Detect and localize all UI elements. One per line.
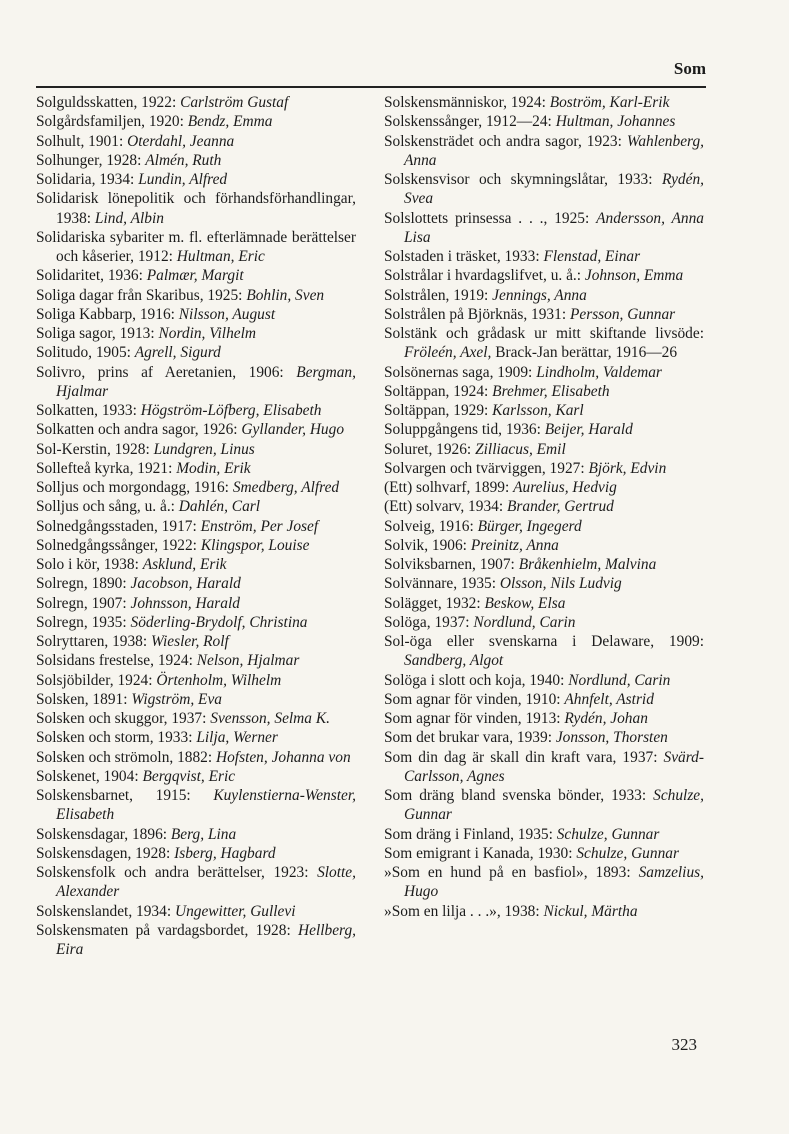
entry-author: Asklund, Erik (142, 556, 227, 573)
index-entry (36, 132, 356, 151)
entry-author: Oterdahl, Jeanna (127, 132, 235, 150)
index-entry (384, 690, 704, 709)
entry-title: Solvik, 1906: (384, 536, 467, 554)
index-entry (384, 132, 704, 171)
entry-author: Agrell, Sigurd (134, 344, 221, 362)
index-entry (384, 517, 704, 536)
entry-title: Soliga sagor, 1913: (36, 325, 155, 342)
index-entry (36, 478, 356, 497)
index-entry (36, 93, 356, 112)
entry-title: Solviksbarnen, 1907: (384, 556, 515, 573)
entry-title: Solkatten och andra sagor, 1926: (36, 421, 238, 439)
entry-author: Hofsten, Johanna von (216, 748, 351, 766)
index-entry (384, 420, 704, 439)
entry-title: Soltäppan, 1924: (384, 382, 489, 400)
index-entry (384, 863, 704, 902)
index-entry (36, 767, 356, 786)
index-entry (36, 786, 356, 825)
entry-author: Brander, Gertrud (506, 498, 614, 516)
index-entry (384, 671, 704, 690)
entry-title: Som emigrant i Kanada, 1930: (384, 844, 573, 862)
entry-title: Solstaden i träsket, 1933: (384, 248, 540, 265)
entry-title: Solskensmänniskor, 1924: (384, 94, 546, 111)
entry-author: Nelson, Hjalmar (196, 652, 300, 670)
entry-author: Örtenholm, Wilhelm (156, 671, 282, 689)
entry-author: Lind, Albin (94, 209, 164, 227)
index-entry (384, 748, 704, 787)
entry-author: Slotte, Alexander (56, 864, 356, 901)
index-entry (384, 93, 704, 112)
entry-author: Schulze, Gunnar (576, 844, 679, 862)
entry-title: Solsken och skuggor, 1937: (36, 710, 207, 727)
index-entry (384, 247, 704, 266)
entry-title: Solidarisk lönepolitik och förhandsförhandlingar, 1938: (36, 190, 356, 227)
index-entry (36, 363, 356, 402)
index-entry (384, 324, 704, 363)
entry-title: Solsken och strömoln, 1882: (36, 748, 213, 766)
entry-title: Solslottets prinsessa . . ., 1925: (384, 209, 590, 227)
entry-title: Solhunger, 1928: (36, 151, 142, 169)
entry-author: Rydén, Johan (564, 710, 648, 727)
index-entry (36, 902, 356, 921)
entry-author: Zilliacus, Emil (475, 440, 566, 458)
entry-author: Högström-Löfberg, Elisabeth (140, 402, 322, 419)
entry-title: Solskensdagar, 1896: (36, 825, 168, 843)
index-entry (384, 112, 704, 131)
index-entry (36, 613, 356, 632)
index-entry (384, 613, 704, 632)
entry-title: Solhult, 1901: (36, 132, 124, 150)
index-entry (384, 459, 704, 478)
entry-author: Boström, Karl-Erik (549, 94, 670, 111)
entry-title: Sol-Kerstin, 1928: (36, 440, 150, 458)
entry-title: Solvännare, 1935: (384, 575, 496, 593)
entry-author: Jonsson, Thorsten (555, 729, 668, 747)
index-entry (36, 863, 356, 902)
index-entry (36, 825, 356, 844)
entry-title: Soliga Kabbarp, 1916: (36, 305, 175, 323)
entry-author: Lindholm, Valdemar (536, 363, 662, 381)
entry-author: Klingspor, Louise (200, 536, 310, 554)
index-entry (36, 440, 356, 459)
entry-title: »Som en lilja . . .», 1938: (384, 902, 540, 920)
index-entry (36, 266, 356, 285)
entry-author: Lundin, Alfred (138, 171, 228, 188)
index-entry (384, 594, 704, 613)
entry-author: Olsson, Nils Ludvig (499, 575, 622, 593)
entry-author: Isberg, Hagbard (174, 844, 276, 862)
entry-author: Svärd-Carlsson, Agnes (404, 748, 704, 785)
index-entry (36, 112, 356, 131)
entry-title: »Som en hund på en basfiol», 1893: (384, 864, 631, 881)
entry-author: Enström, Per Josef (200, 517, 319, 535)
entry-author: Wahlenberg, Anna (404, 132, 704, 169)
entry-author: Nordin, Vilhelm (158, 325, 256, 342)
entry-title: Solguldsskatten, 1922: (36, 94, 177, 111)
entry-author: Lundgren, Linus (153, 440, 255, 458)
entry-title: Solstrålen på Björknäs, 1931: (384, 305, 567, 323)
entry-title: Solskensfolk och andra berättelser, 1923: (36, 864, 309, 881)
entry-author: Nordlund, Carin (473, 613, 576, 631)
index-entry (36, 651, 356, 670)
entry-title: Som det brukar vara, 1939: (384, 729, 552, 747)
entry-title: Solstrålen, 1919: (384, 286, 489, 304)
page-number: 323 (671, 1035, 697, 1054)
entry-title: Som din dag är skall din kraft vara, 1937: (384, 748, 658, 766)
entry-title: Solidaria, 1934: (36, 171, 135, 188)
index-entry (36, 305, 356, 324)
index-entry (384, 286, 704, 305)
index-entry (384, 497, 704, 516)
entry-author: Bendz, Emma (187, 113, 273, 131)
entry-title: Som agnar för vinden, 1913: (384, 710, 561, 727)
entry-author: Söderling-Brydolf, Christina (130, 613, 308, 631)
entry-title: Solitudo, 1905: (36, 344, 131, 362)
left-column (36, 93, 356, 959)
index-entry (384, 825, 704, 844)
index-entry (384, 440, 704, 459)
index-entry (36, 844, 356, 863)
entry-title: Sol-öga eller svenskarna i Delaware, 1909: (384, 633, 704, 650)
entry-author: Bergqvist, Eric (142, 767, 236, 785)
entry-title: Solsken, 1891: (36, 690, 128, 708)
index-entry (36, 343, 356, 362)
entry-title: Solivro, prins af Aeretanien, 1906: (36, 363, 284, 381)
entry-author: Bergman, Hjalmar (56, 363, 356, 400)
entry-suffix: Brack-Jan berättar, 1916—26 (495, 344, 678, 362)
index-entry (384, 574, 704, 593)
entry-author: Preinitz, Anna (470, 536, 559, 554)
entry-author: Schulze, Gunnar (404, 787, 704, 824)
entry-title: Solstänk och grådask ur mitt skiftande livsöde: (384, 325, 704, 342)
entry-title: Solsjöbilder, 1924: (36, 671, 153, 689)
index-entry (36, 517, 356, 536)
index-entry (36, 536, 356, 555)
index-entry (384, 305, 704, 324)
index-entry (36, 728, 356, 747)
entry-author: Nickul, Märtha (543, 902, 638, 920)
entry-author: Jacobson, Harald (130, 575, 241, 593)
entry-title: Solljus och morgondagg, 1916: (36, 479, 229, 496)
entry-title: Solskenssånger, 1912—24: (384, 113, 552, 131)
entry-author: Karlsson, Karl (492, 402, 584, 419)
entry-author: Aurelius, Hedvig (513, 479, 617, 496)
entry-title: Solöga, 1937: (384, 613, 470, 631)
index-entry (384, 632, 704, 671)
entry-author: Bohlin, Sven (246, 286, 325, 304)
entry-author: Smedberg, Alfred (232, 479, 340, 496)
entry-title: Solljus och sång, u. å.: (36, 498, 175, 516)
entry-author: Carlström Gustaf (180, 94, 289, 111)
entry-author: Brehmer, Elisabeth (492, 382, 610, 400)
header-rule (36, 86, 706, 88)
index-entry (384, 786, 704, 825)
entry-title: Solskenet, 1904: (36, 767, 139, 785)
index-entry (384, 401, 704, 420)
index-entry (384, 728, 704, 747)
entry-title: Solägget, 1932: (384, 594, 481, 612)
entry-author: Johnsson, Harald (130, 594, 240, 612)
index-entry (36, 632, 356, 651)
entry-title: Solveig, 1916: (384, 517, 474, 535)
entry-author: Johnson, Emma (584, 267, 684, 285)
entry-title: Solskenslandet, 1934: (36, 902, 172, 920)
running-header: Som (673, 59, 706, 78)
entry-author: Nordlund, Carin (568, 671, 671, 689)
entry-title: Solryttaren, 1938: (36, 633, 148, 650)
index-entry (384, 709, 704, 728)
index-entry (36, 594, 356, 613)
entry-title: Solskensträdet och andra sagor, 1923: (384, 132, 622, 150)
entry-title: Solskensdagen, 1928: (36, 844, 171, 862)
entry-author: Ungewitter, Gullevi (174, 902, 296, 920)
entry-author: Hultman, Johannes (555, 113, 676, 131)
entry-author: Modin, Erik (176, 459, 251, 477)
index-entry (36, 555, 356, 574)
right-column (384, 93, 704, 921)
entry-title: Solgårdsfamiljen, 1920: (36, 113, 184, 131)
entry-author: Dahlén, Carl (178, 498, 261, 516)
index-entry (36, 690, 356, 709)
entry-author: Wigström, Eva (131, 690, 222, 708)
entry-author: Wiesler, Rolf (151, 633, 229, 650)
entry-title: Som agnar för vinden, 1910: (384, 690, 561, 708)
entry-title: Solstrålar i hvardagslifvet, u. å.: (384, 267, 582, 285)
entry-title: Solsken och storm, 1933: (36, 729, 193, 747)
index-entry (36, 671, 356, 690)
entry-title: Solskensbarnet, 1915: (36, 787, 191, 804)
entry-author: Lilja, Werner (196, 729, 278, 747)
entry-title: Sollefteå kyrka, 1921: (36, 459, 173, 477)
entry-title: Solo i kör, 1938: (36, 556, 139, 573)
entry-author: Beskow, Elsa (484, 594, 566, 612)
entry-title: Solöga i slott och koja, 1940: (384, 671, 565, 689)
entry-author: Palmær, Margit (146, 267, 244, 285)
index-entry (384, 170, 704, 209)
entry-title: Som dräng bland svenska bönder, 1933: (384, 787, 647, 804)
index-entry (384, 363, 704, 382)
index-entry (36, 709, 356, 728)
index-entry (36, 921, 356, 960)
index-entry (384, 555, 704, 574)
entry-author: Hellberg, Eira (56, 921, 356, 958)
entry-author: Schulze, Gunnar (556, 825, 660, 843)
entry-title: Solsönernas saga, 1909: (384, 363, 533, 381)
entry-author: Gyllander, Hugo (241, 421, 345, 439)
index-entry (384, 536, 704, 555)
index-entry (384, 266, 704, 285)
entry-author: Flenstad, Einar (543, 248, 641, 265)
index-entry (384, 902, 704, 921)
index-entry (384, 478, 704, 497)
entry-title: Solidaritet, 1936: (36, 267, 143, 285)
entry-author: Nilsson, August (178, 305, 276, 323)
entry-author: Almén, Ruth (145, 151, 222, 169)
index-entry (36, 189, 356, 228)
entry-author: Berg, Lina (170, 825, 237, 843)
entry-title: Solidariska sybariter m. fl. efterlämnade berättelser och kåserier, 1912: (36, 228, 356, 265)
entry-author: Beijer, Harald (544, 421, 633, 439)
index-entry (36, 228, 356, 267)
entry-author: Rydén, Svea (404, 171, 704, 208)
entry-author: Persson, Gunnar (569, 305, 676, 323)
entry-author: Bråkenhielm, Malvina (518, 556, 657, 573)
entry-title: Solregn, 1890: (36, 575, 127, 593)
entry-title: Soluret, 1926: (384, 440, 472, 458)
index-entry (36, 420, 356, 439)
entry-title: Solnedgångsstaden, 1917: (36, 517, 197, 535)
entry-title: Soluppgångens tid, 1936: (384, 421, 541, 439)
entry-author: Ahnfelt, Astrid (564, 690, 654, 708)
entry-title: Solskensmaten på vardagsbordet, 1928: (36, 921, 291, 939)
index-entry (36, 574, 356, 593)
index-entry (36, 151, 356, 170)
entry-title: Solregn, 1907: (36, 594, 127, 612)
index-entry (36, 401, 356, 420)
index-entry (36, 286, 356, 305)
entry-author: Björk, Edvin (588, 459, 667, 477)
entry-author: Hultman, Eric (176, 248, 265, 265)
index-entry (384, 382, 704, 401)
entry-title: Solsidans frestelse, 1924: (36, 652, 193, 670)
index-entry (36, 748, 356, 767)
entry-author: Samzelius, Hugo (404, 864, 704, 901)
entry-title: Som dräng i Finland, 1935: (384, 825, 553, 843)
entry-author: Fröleén, Axel, (404, 344, 492, 362)
entry-author: Jennings, Anna (492, 286, 587, 304)
entry-author: Andersson, Anna Lisa (404, 209, 704, 246)
index-entry (36, 497, 356, 516)
index-entry (384, 844, 704, 863)
entry-title: Solskensvisor och skymningslåtar, 1933: (384, 171, 653, 188)
entry-author: Bürger, Ingegerd (477, 517, 582, 535)
index-entry (36, 170, 356, 189)
index-entry (384, 209, 704, 248)
entry-title: Solregn, 1935: (36, 613, 127, 631)
entry-author: Sandberg, Algot (404, 652, 504, 670)
index-entry (36, 459, 356, 478)
entry-title: Soliga dagar från Skaribus, 1925: (36, 286, 243, 304)
entry-title: (Ett) solvarv, 1934: (384, 498, 504, 516)
entry-author: Kuylenstierna-Wenster, Elisabeth (56, 787, 356, 824)
index-entry (36, 324, 356, 343)
entry-title: (Ett) solhvarf, 1899: (384, 479, 510, 496)
entry-title: Solvargen och tvärviggen, 1927: (384, 459, 585, 477)
entry-title: Soltäppan, 1929: (384, 402, 489, 419)
entry-author: Svensson, Selma K. (210, 710, 330, 727)
entry-title: Solkatten, 1933: (36, 402, 137, 419)
entry-title: Solnedgångssånger, 1922: (36, 536, 197, 554)
